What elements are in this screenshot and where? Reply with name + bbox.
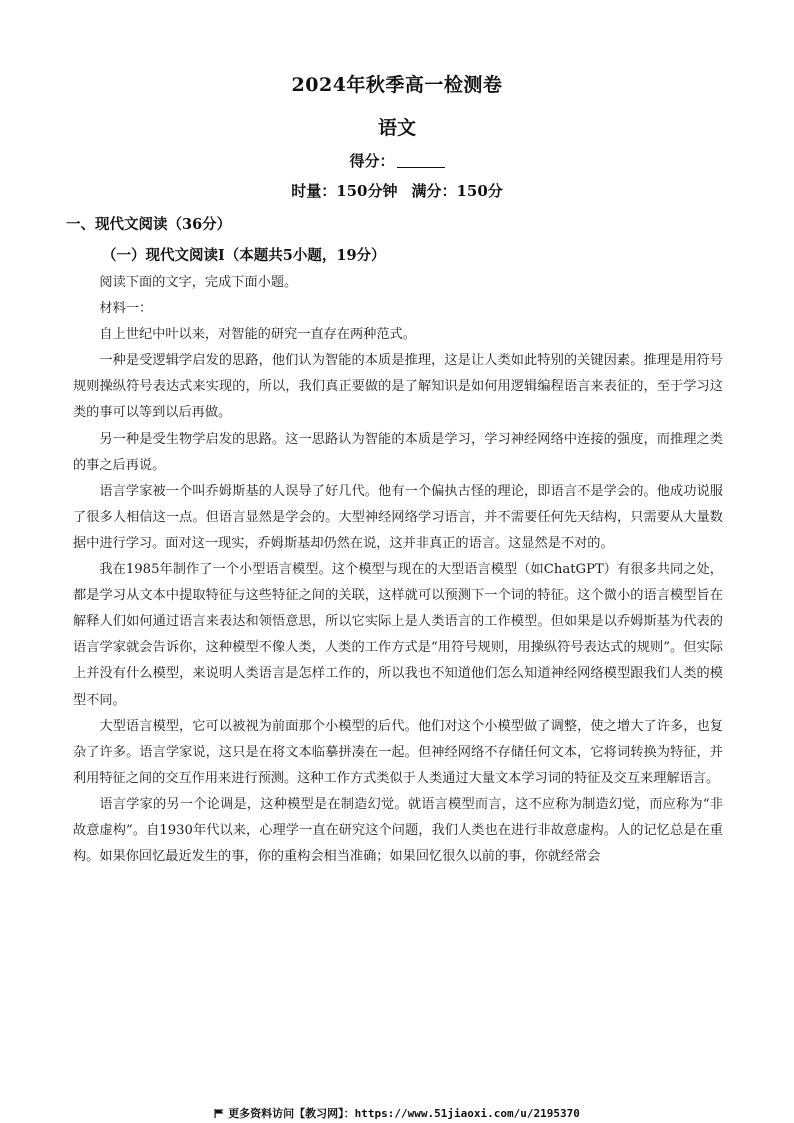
paragraph: 阅读下面的文字，完成下面小题。	[99, 275, 298, 290]
paragraph: 语言学家的另一个论调是，这种模型是在制造幻觉。就语言模型而言，这不应称为制造幻觉，而应称为“非故意虚构”。自1930年代以来，心理学一直在研究这个问题，我们人类也在进行非故意虚构。人的记忆总是在重构。如果你回忆最近发生的事，你的重构会相当准确；如果回忆很久以前的事，你就经常会	[73, 796, 723, 865]
score-blank	[397, 152, 445, 168]
exam-title: 2024年秋季高一检测卷	[291, 74, 503, 96]
paragraph: 另一种是受生物学启发的思路。这一思路认为智能的本质是学习，学习神经网络中连接的强度，而推理之类的事之后再说。	[73, 431, 723, 473]
reading-material	[73, 270, 723, 870]
footer-text: 更多资料访问【教习网】：https://www.51jiaoxi.com/u/2195370	[228, 1107, 580, 1120]
flag-icon	[214, 1109, 224, 1118]
paragraph: 大型语言模型，它可以被视为前面那个小模型的后代。他们对这个小模型做了调整，使之增大了许多，也复杂了许多。语言学家说，这只是在将文本临摹拼凑在一起。但神经网络不存储任何文本，它将词转换为特征，并利用特征之间的交互作用来进行预测。这种工作方式类似于人类通过大量文本学习词的特征及交互来理解语言。	[73, 718, 723, 786]
paragraph: 自上世纪中叶以来，对智能的研究一直存在两种范式。	[99, 327, 416, 343]
section-heading: 一、现代文阅读（36分）	[66, 216, 232, 233]
paragraph: 材料一：	[99, 301, 153, 317]
paragraph: 一种是受逻辑学启发的思路，他们认为智能的本质是推理，这是让人类如此特别的关键因素。推理是用符号规则操纵符号表达式来实现的，所以，我们真正要做的是了解知识是如何用逻辑编程语言来表征的，至于学习这类的事可以等到以后再做。	[73, 353, 723, 421]
paragraph: 我在1985年制作了一个小型语言模型。这个模型与现在的大型语言模型（如ChatGPT）有很多共同之处，都是学习从文本中提取特征与这些特征之间的关联，这样就可以预测下一个词的特征。这个微小的语言模型旨在解释人们如何通过语言来表达和领悟意思，所以它实际上是人类语言的工作模型。但如果是以乔姆斯基为代表的语言学家就会告诉你，这种模型不像人类，人类的工作方式是“用符号规则，用操纵符号表达式的规则”。但实际上并没有什么模型，来说明人类语言是怎样工作的，所以我也不知道他们怎么知道神经网络模型跟我们人类的模型不同。	[73, 562, 723, 708]
time-line	[0, 180, 794, 201]
score-line	[0, 150, 794, 171]
footer-link[interactable]	[0, 1105, 794, 1121]
sub-section-heading: （一）现代文阅读Ⅰ（本题共5小题，19分）	[102, 247, 386, 264]
score-label: 得分：	[349, 152, 395, 170]
time-label: 时量：150分钟	[291, 182, 398, 200]
full-score-label: 满分：150分	[411, 182, 503, 200]
paragraph: 语言学家被一个叫乔姆斯基的人误导了好几代。他有一个偏执古怪的理论，即语言不是学会的。他成功说服了很多人相信这一点。但语言显然是学会的。大型神经网络学习语言，并不需要任何先天结构，只需要从大量数据中进行学习。面对这一现实，乔姆斯基却仍然在说，这并非真正的语言。这显然是不对的。	[73, 483, 723, 551]
subject-title: 语文	[377, 117, 416, 139]
